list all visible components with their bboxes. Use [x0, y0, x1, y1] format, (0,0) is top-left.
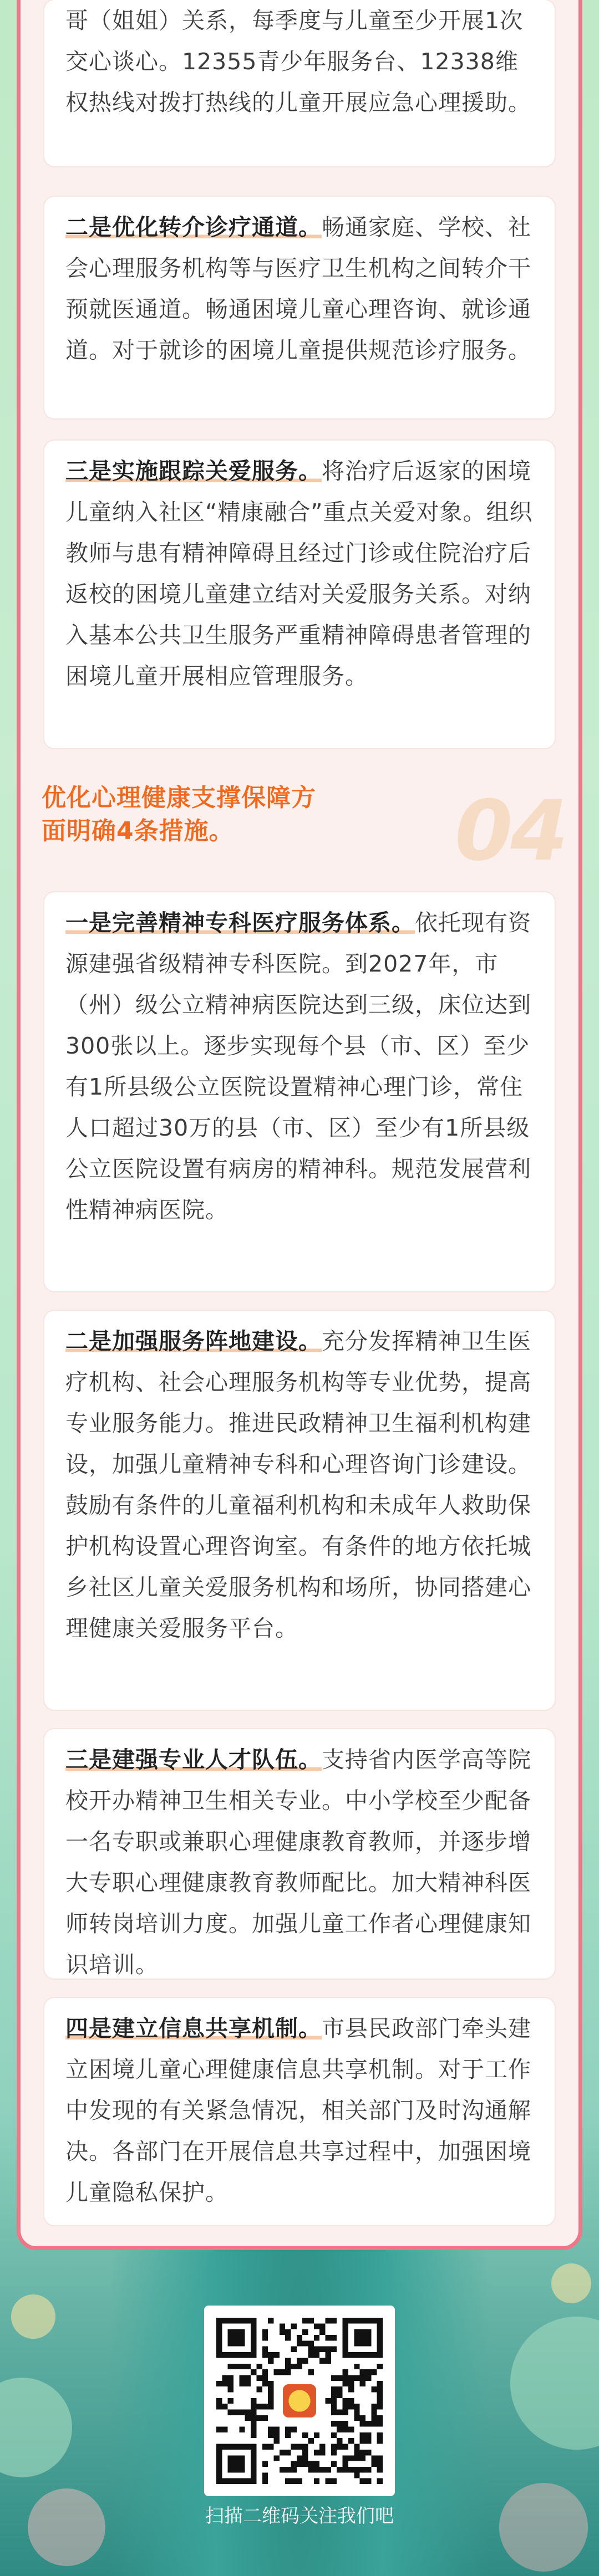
card-referral [44, 197, 555, 418]
card-position [44, 1311, 555, 1710]
qr-code[interactable] [204, 2306, 395, 2496]
card-body: 支持省内医学高等院校开办精神卫生相关专业。中小学校至少配备一名专职或兼职心理健康教育教师，并逐步增大专职心理健康教育教师配比。加大精神科医师转岗培训力度。加强儿童工作者心理健康知识培训。 [65, 1746, 531, 1978]
card-lead: 三是建强专业人才队伍。 [65, 1746, 322, 1773]
card-body: 市县民政部门牵头建立困境儿童心理健康信息共享机制。对于工作中发现的有关紧急情况，相关部门及时沟通解决。各部门在开展信息共享过程中，加强困境儿童隐私保护。 [65, 2015, 531, 2206]
section-title-line-2: 面明确4条措施。 [42, 817, 234, 845]
section-title-line-1: 优化心理健康支撑保障方 [42, 784, 316, 812]
card-talent [44, 1729, 555, 1979]
card-body: 依托现有资源建强省级精神专科医院。到2027年，市（州）级公立精神病医院达到三级，床位达到300张以上。逐步实现每个县（市、区）至少有1所县级公立医院设置精神心理门诊，常住人口超过30万的县（市、区）至少有1所县级公立医院设置有病房的精神科。规范发展营利性精神病医院。 [65, 909, 531, 1223]
card-body: 充分发挥精神卫生医疗机构、社会心理服务机构等专业优势，提高专业服务能力。推进民政精神卫生福利机构建设，加强儿童精神专科和心理咨询门诊建设。鼓励有条件的儿童福利机构和未成年人救助保护机构设置心理咨询室。有条件的地方依托城乡社区儿童关爱服务机构和场所，协同搭建心理健康关爱服务平台。 [65, 1328, 531, 1642]
section-number-decoration: 04 [455, 783, 566, 880]
card-info [44, 1998, 555, 2225]
card-lead: 一是完善精神专科医疗服务体系。 [65, 909, 415, 936]
card-body: 将治疗后返家的困境儿童纳入社区“精康融合”重点关爱对象。组织教师与患有精神障碍且经过门诊或住院治疗后返校的困境儿童建立结对关爱服务关系。对纳入基本公共卫生服务严重精神障碍患者管理的困境儿童开展相应管理服务。 [65, 458, 533, 689]
qr-caption: 扫描二维码关注我们吧 [205, 2505, 394, 2527]
card-psych-service [44, 892, 555, 1291]
card-body: 哥（姐姐）关系，每季度与儿童至少开展1次交心谈心。12355青少年服务台、12338维权热线对拨打热线的儿童开展应急心理援助。 [65, 7, 531, 116]
card-lead: 三是实施跟踪关爱服务。 [65, 458, 322, 484]
card-lead: 二是优化转介诊疗通道。 [65, 214, 322, 241]
card-lead: 四是建立信息共享机制。 [65, 2015, 322, 2042]
card-counselling [44, 0, 555, 166]
section-title [42, 781, 430, 848]
card-body: 畅通家庭、学校、社会心理服务机构等与医疗卫生机构之间转介干预就医通道。畅通困境儿童心理咨询、就诊通道。对于就诊的困境儿童提供规范诊疗服务。 [65, 214, 531, 364]
card-lead: 二是加强服务阵地建设。 [65, 1328, 322, 1355]
card-followup [44, 441, 555, 748]
qr-code-icon [216, 2318, 383, 2484]
